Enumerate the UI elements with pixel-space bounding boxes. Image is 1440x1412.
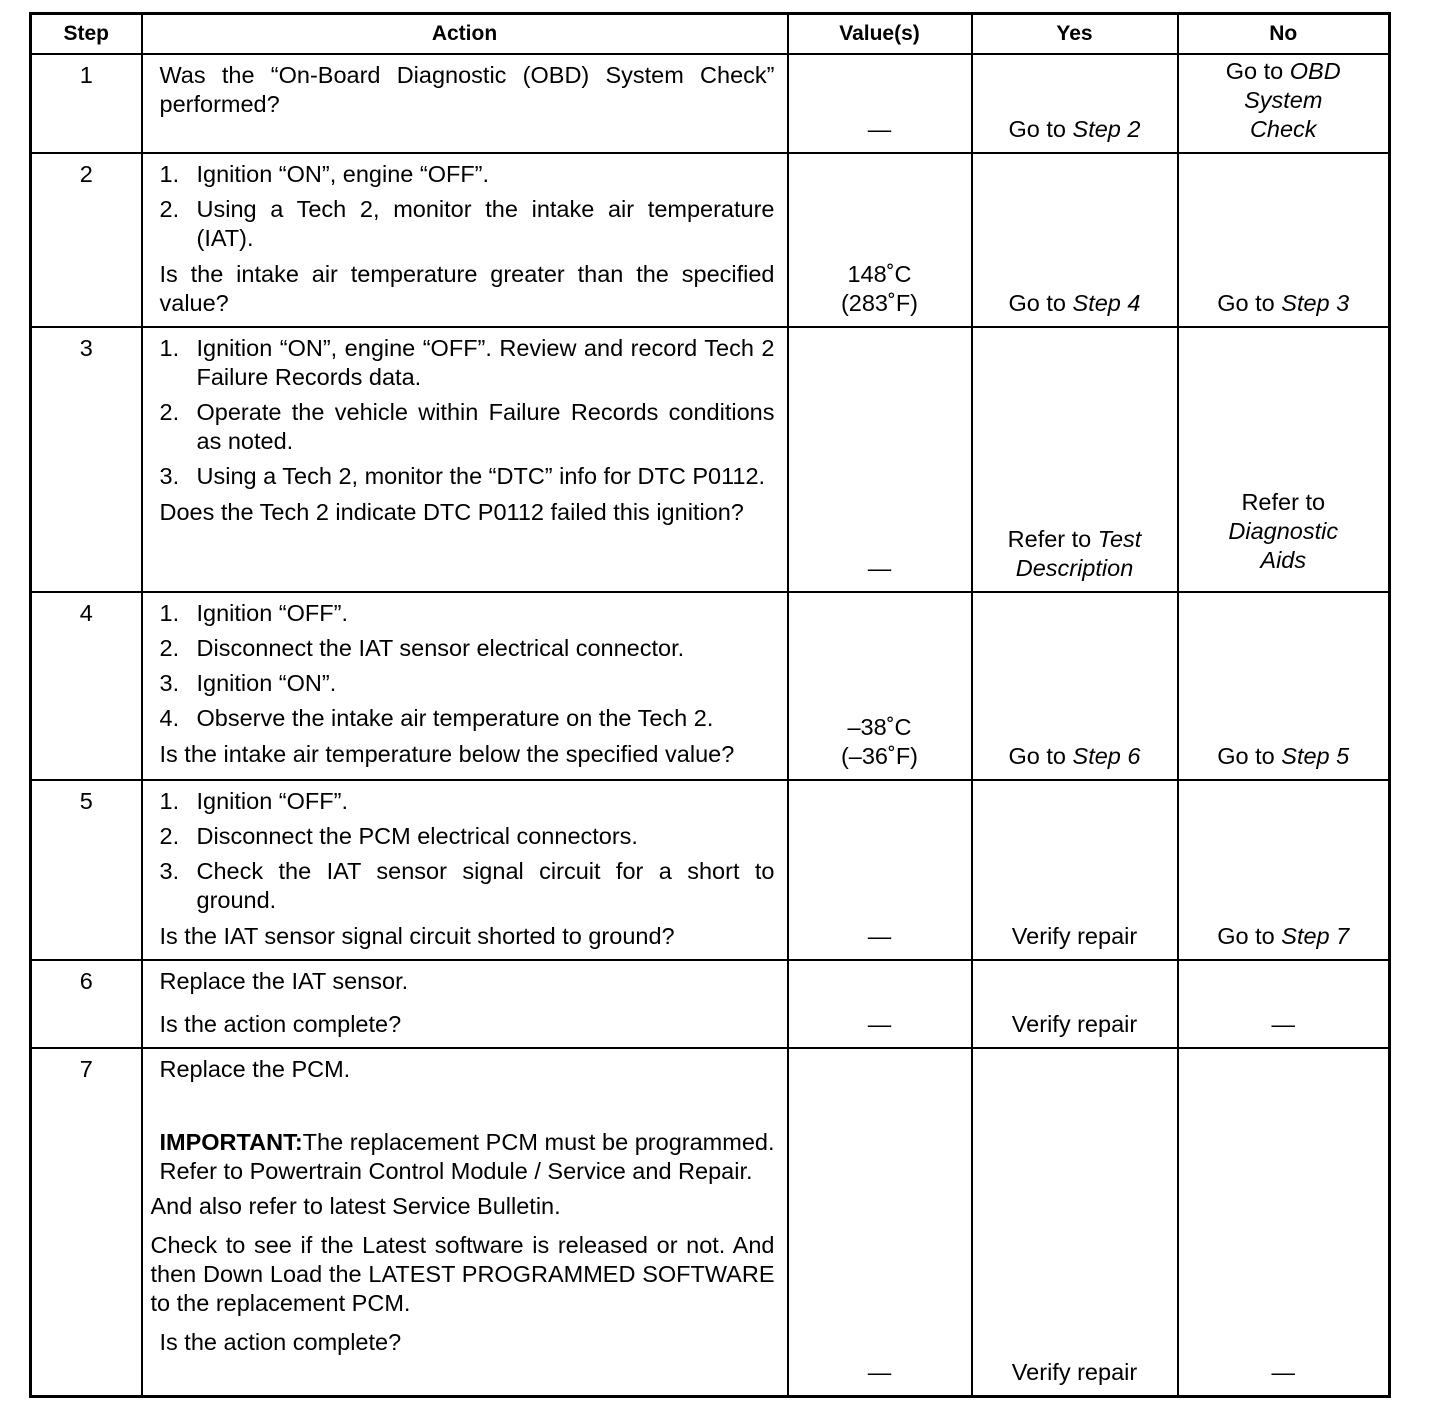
table-row-step-4 (31, 592, 1390, 780)
no-link[interactable]: Step 5 (1281, 743, 1350, 769)
yes-cell (972, 327, 1178, 592)
step-number: 6 (31, 960, 142, 1048)
list-item: 1. Ignition “ON”, engine “OFF”. (159, 161, 490, 187)
action-cell (142, 592, 788, 780)
action-list (160, 787, 775, 915)
list-item: 2. Disconnect the IAT sensor electrical connector. (159, 635, 685, 661)
no-link[interactable]: Diagnostic Aids (1228, 518, 1339, 573)
step-number: 7 (31, 1048, 142, 1396)
question-text: Is the intake air temperature below the specified value? (159, 741, 735, 767)
header-step: Step (31, 14, 142, 55)
no-link[interactable]: Step 3 (1281, 290, 1350, 316)
yes-prefix: Refer to (1007, 526, 1098, 552)
no-link[interactable]: OBD System Check (1244, 58, 1341, 142)
question-text: Is the intake air temperature greater than the specified value? (159, 261, 775, 316)
question-text: Was the “On-Board Diagnostic (OBD) System Check” performed? (159, 62, 775, 117)
step-number: 5 (31, 780, 142, 960)
yes-cell (972, 153, 1178, 327)
table-row-step-3 (31, 327, 1390, 592)
yes-prefix: Go to (1008, 743, 1073, 769)
table-row-step-1 (31, 54, 1390, 153)
table-row-step-6 (31, 960, 1390, 1048)
list-item: 3. Check the IAT sensor signal circuit for a short to ground. (159, 858, 775, 913)
important-text: The replacement PCM must be programmed. Refer to Powertrain Control Module / Service and Repair. (159, 1129, 775, 1184)
list-item: 1. Ignition “OFF”. (159, 788, 348, 814)
instruction-text: Replace the PCM. (159, 1056, 351, 1082)
header-row (31, 14, 1390, 55)
no-prefix: Go to (1217, 743, 1282, 769)
action-cell (142, 327, 788, 592)
action-cell (142, 153, 788, 327)
yes-link[interactable]: Step 2 (1072, 116, 1141, 142)
value-cell: — (788, 780, 972, 960)
no-cell (1178, 153, 1390, 327)
value-fahrenheit: (283˚F) (840, 290, 919, 316)
header-no: No (1178, 14, 1390, 55)
no-cell (1178, 54, 1390, 153)
software-note: Check to see if the Latest software is released or not. And then Down Load the LATEST PROGRAMMED SOFTWARE to the replacement PCM. (150, 1232, 775, 1316)
yes-cell: Verify repair (972, 780, 1178, 960)
question-text: Is the action complete? (159, 1011, 402, 1037)
action-cell (142, 960, 788, 1048)
important-label: IMPORTANT: (159, 1129, 303, 1155)
list-item: 2. Using a Tech 2, monitor the intake air temperature (IAT). (159, 196, 775, 251)
value-celsius: 148˚C (847, 261, 912, 287)
header-yes: Yes (972, 14, 1178, 55)
no-prefix: Refer to (1241, 489, 1326, 515)
no-link[interactable]: Step 7 (1281, 923, 1350, 949)
yes-cell (972, 592, 1178, 780)
value-cell: — (788, 327, 972, 592)
list-item: 3. Using a Tech 2, monitor the “DTC” info for DTC P0112. (159, 463, 766, 489)
yes-cell: Verify repair (972, 1048, 1178, 1396)
action-cell (142, 780, 788, 960)
yes-prefix: Go to (1008, 290, 1073, 316)
value-fahrenheit: (–36˚F) (840, 743, 919, 769)
yes-cell: Verify repair (972, 960, 1178, 1048)
no-cell: — (1178, 1048, 1390, 1396)
header-action: Action (142, 14, 788, 55)
no-cell: — (1178, 960, 1390, 1048)
list-item: 4. Observe the intake air temperature on the Tech 2. (159, 705, 714, 731)
value-cell (788, 592, 972, 780)
no-prefix: Go to (1225, 58, 1290, 84)
service-bulletin-note: And also refer to latest Service Bulletin. (150, 1193, 561, 1219)
no-cell (1178, 592, 1390, 780)
list-item: 3. Ignition “ON”. (159, 670, 337, 696)
value-cell: — (788, 960, 972, 1048)
action-list (160, 160, 775, 253)
step-number: 3 (31, 327, 142, 592)
step-number: 1 (31, 54, 142, 153)
table-row-step-5 (31, 780, 1390, 960)
important-note (160, 1128, 775, 1186)
instruction-text: Replace the IAT sensor. (159, 968, 409, 994)
table-row-step-7 (31, 1048, 1390, 1396)
step-number: 4 (31, 592, 142, 780)
table-row-step-2 (31, 153, 1390, 327)
value-cell (788, 153, 972, 327)
list-item: 1. Ignition “OFF”. (159, 600, 348, 626)
no-prefix: Go to (1217, 923, 1282, 949)
question-text: Does the Tech 2 indicate DTC P0112 failed this ignition? (159, 499, 744, 525)
yes-cell (972, 54, 1178, 153)
value-cell: — (788, 54, 972, 153)
value-celsius: –38˚C (847, 714, 912, 740)
list-item: 2. Operate the vehicle within Failure Records conditions as noted. (159, 399, 775, 454)
action-list (160, 334, 775, 491)
yes-link[interactable]: Test Description (1015, 526, 1142, 581)
yes-link[interactable]: Step 6 (1072, 743, 1141, 769)
question-text: Is the action complete? (159, 1329, 402, 1355)
action-cell (142, 54, 788, 153)
question-text: Is the IAT sensor signal circuit shorted to ground? (159, 923, 675, 949)
step-number: 2 (31, 153, 142, 327)
no-cell (1178, 780, 1390, 960)
action-cell (142, 1048, 788, 1396)
diagnostic-table (29, 12, 1391, 1398)
list-item: 1. Ignition “ON”, engine “OFF”. Review and record Tech 2 Failure Records data. (159, 335, 775, 390)
action-list (160, 599, 775, 733)
yes-link[interactable]: Step 4 (1072, 290, 1141, 316)
value-cell: — (788, 1048, 972, 1396)
yes-prefix: Go to (1008, 116, 1073, 142)
no-cell (1178, 327, 1390, 592)
no-prefix: Go to (1217, 290, 1282, 316)
header-values: Value(s) (788, 14, 972, 55)
list-item: 2. Disconnect the PCM electrical connectors. (159, 823, 638, 849)
